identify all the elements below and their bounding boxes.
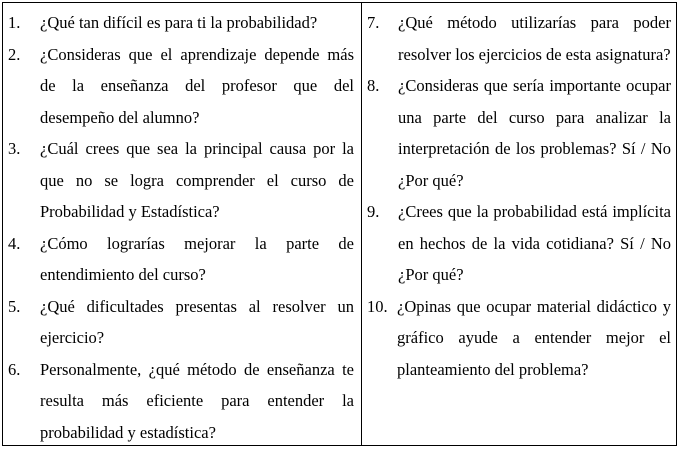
question-text: ¿Qué método utilizarías para poder resolver los ejercicios de esta asignatura? <box>398 13 671 64</box>
question-number: 4. <box>8 233 21 253</box>
questionnaire-table <box>2 2 677 446</box>
question-number: 3. <box>8 139 21 158</box>
question-text: ¿Qué tan difícil es para ti la probabilidad? <box>40 13 318 32</box>
question-item <box>367 196 671 291</box>
question-text: ¿Cuál crees que sea la principal causa por la que no se logra comprender el curso de Probabilidad y Estadística? <box>40 139 354 221</box>
question-text: Personalmente, ¿qué método de enseñanza te resulta más eficiente para entender la probabilidad y estadística? <box>40 359 354 442</box>
question-item <box>8 228 354 291</box>
question-number: 1. <box>8 13 21 32</box>
question-text: ¿Consideras que el aprendizaje depende más de la enseñanza del profesor que del desempeño del alumno? <box>40 44 354 127</box>
question-number: 2. <box>8 44 21 64</box>
question-text: ¿Consideras que sería importante ocupar una parte del curso para analizar la interpretación de los problemas? Sí / No ¿Por qué? <box>398 76 671 190</box>
question-text: ¿Crees que la probabilidad está implícita en hechos de la vida cotidiana? Sí / No ¿Por qué? <box>398 202 671 284</box>
question-number: 6. <box>8 359 21 379</box>
question-number: 5. <box>8 296 21 316</box>
question-number: 8. <box>367 76 380 95</box>
question-text: ¿Qué dificultades presentas al resolver un ejercicio? <box>40 296 354 347</box>
question-item <box>367 291 671 386</box>
left-column <box>8 7 354 448</box>
question-item <box>8 354 354 449</box>
question-number: 9. <box>367 202 380 221</box>
question-item <box>8 291 354 354</box>
question-text: ¿Opinas que ocupar material didáctico y gráfico ayude a entender mejor el planteamiento del problema? <box>397 296 671 379</box>
question-item <box>367 7 671 70</box>
question-item <box>8 39 354 134</box>
question-number: 7. <box>367 13 380 32</box>
question-item <box>8 133 354 228</box>
question-number: 10. <box>367 296 388 316</box>
right-column <box>367 7 671 385</box>
question-item <box>367 70 671 196</box>
column-divider <box>361 3 362 445</box>
question-item <box>8 7 354 39</box>
question-text: ¿Cómo lograrías mejorar la parte de entendimiento del curso? <box>40 233 354 284</box>
